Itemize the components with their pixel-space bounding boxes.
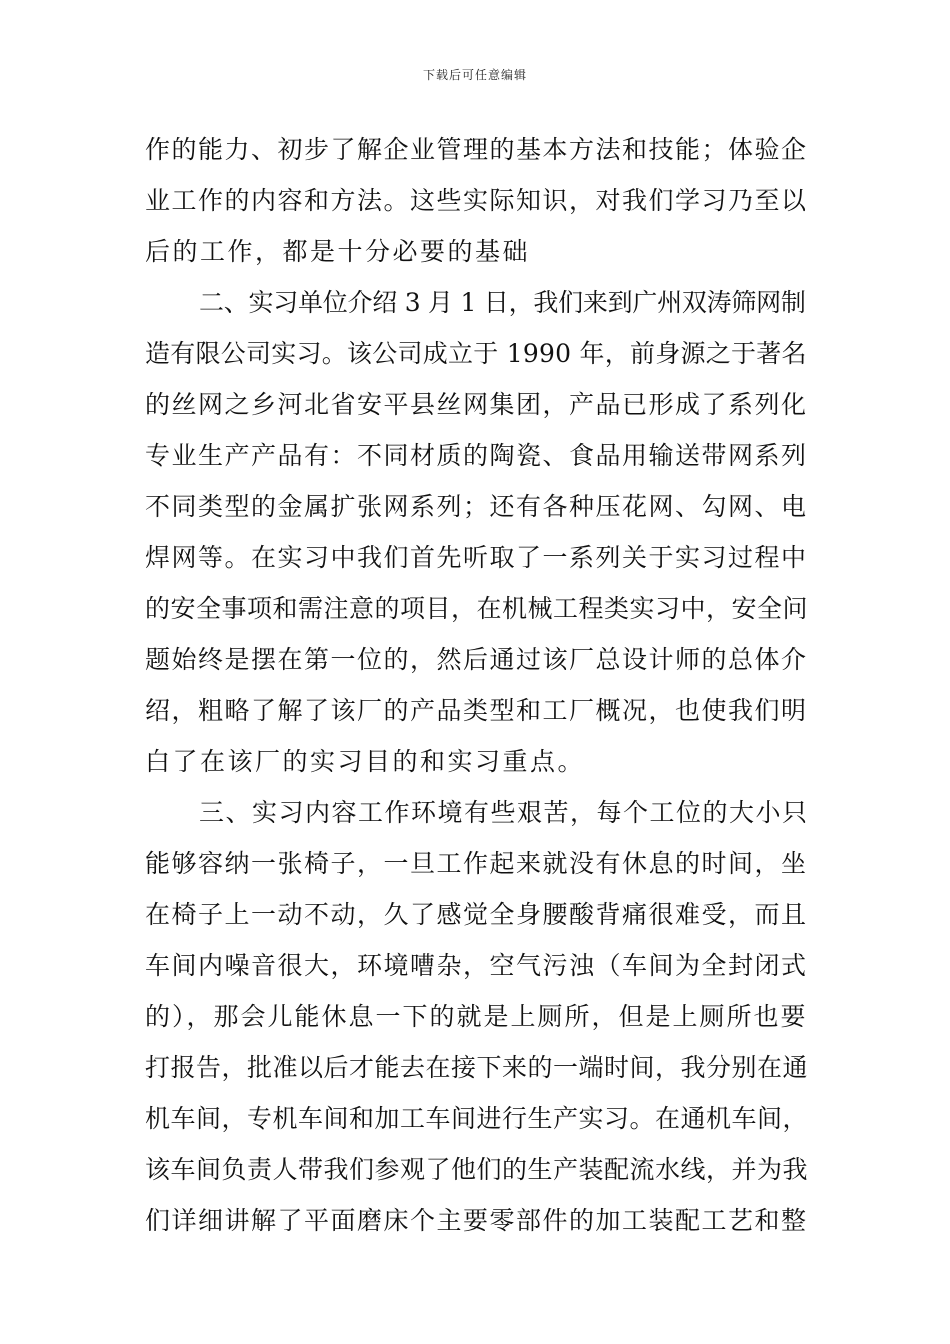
text-line: 造有限公司实习。该公司成立于 1990 年，前身源之于著名 [145, 339, 807, 368]
text-line: 的丝网之乡河北省安平县丝网集团，产品已形成了系列化 [145, 390, 808, 419]
text-line: 白了在该厂的实习目的和实习重点。 [145, 747, 586, 776]
text-line: 题始终是摆在第一位的，然后通过该厂总设计师的总体介 [145, 645, 808, 674]
page-header: 下载后可任意编辑 [422, 68, 527, 82]
text-line: 打报告，批准以后才能去在接下来的一端时间，我分别在通 [145, 1053, 809, 1082]
text-line: 二、实习单位介绍 3 月 1 日，我们来到广州双涛筛网制 [199, 288, 806, 317]
text-line: 的），那会儿能休息一下的就是上厕所，但是上厕所也要 [145, 1002, 808, 1031]
text-line: 作的能力、初步了解企业管理的基本方法和技能；体验企 [145, 135, 808, 164]
text-line: 焊网等。在实习中我们首先听取了一系列关于实习过程中 [145, 543, 808, 572]
text-line: 后的工作，都是十分必要的基础 [145, 237, 531, 266]
text-line: 专业生产产品有：不同材质的陶瓷、食品用输送带网系列 [145, 441, 808, 470]
document-body [145, 124, 810, 1246]
text-line: 该车间负责人带我们参观了他们的生产装配流水线，并为我 [145, 1155, 809, 1184]
text-line: 们详细讲解了平面磨床个主要零部件的加工装配工艺和整 [145, 1206, 808, 1235]
text-line: 机车间，专机车间和加工车间进行生产实习。在通机车间， [145, 1104, 809, 1133]
text-line: 的安全事项和需注意的项目，在机械工程类实习中，安全问 [145, 594, 809, 623]
text-line: 能够容纳一张椅子，一旦工作起来就没有休息的时间，坐 [145, 849, 808, 878]
text-line: 绍，粗略了解了该厂的产品类型和工厂概况，也使我们明 [145, 696, 808, 725]
text-line: 在椅子上一动不动，久了感觉全身腰酸背痛很难受，而且 [145, 900, 808, 929]
text-line: 车间内噪音很大，环境嘈杂，空气污浊（车间为全封闭式 [145, 951, 808, 980]
text-line: 业工作的内容和方法。这些实际知识，对我们学习乃至以 [145, 186, 808, 215]
text-line: 三、实习内容工作环境有些艰苦，每个工位的大小只 [199, 798, 809, 827]
text-line: 不同类型的金属扩张网系列；还有各种压花网、勾网、电 [145, 492, 808, 521]
